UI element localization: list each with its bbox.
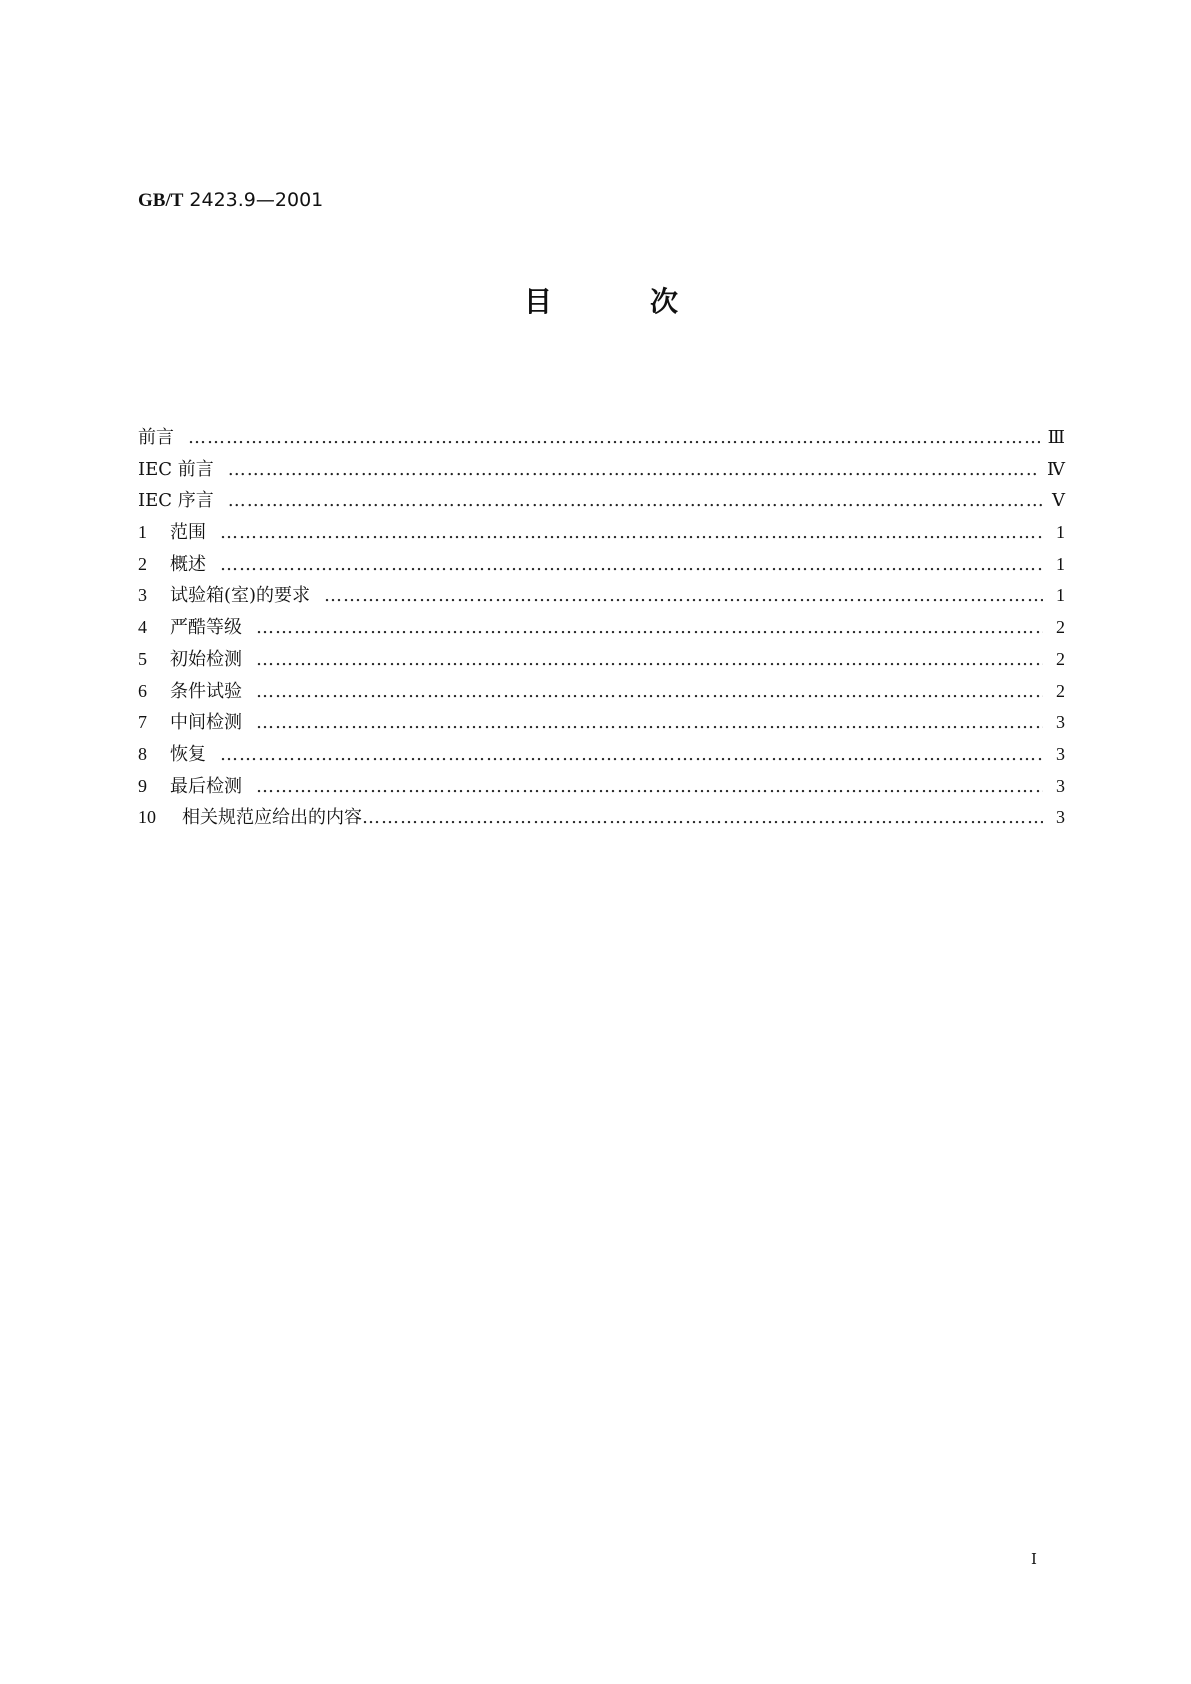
standard-number: 2423.9—2001 (189, 189, 324, 211)
toc-entry-foreword[interactable] (138, 426, 1065, 458)
toc-entry-label: 概述 (170, 553, 206, 575)
toc-entry-number: 4 (138, 617, 147, 638)
page-title (0, 282, 1191, 322)
toc-entry-label: 初始检测 (170, 648, 242, 670)
toc-dot-leader (256, 712, 1043, 734)
toc-dot-leader (228, 459, 1039, 481)
toc-entry-label: 最后检测 (170, 775, 242, 797)
toc-dot-leader (220, 522, 1043, 544)
toc-entry-number: 7 (138, 712, 147, 733)
toc-dot-leader (324, 585, 1043, 607)
toc-entry-number: 6 (138, 680, 147, 701)
toc-entry-9[interactable] (138, 775, 1065, 807)
toc-entry-page: 1 (1056, 585, 1065, 606)
toc-dot-leader (256, 776, 1043, 798)
toc-entry-10[interactable] (138, 806, 1065, 838)
toc-dot-leader (256, 617, 1043, 639)
toc-entry-8[interactable] (138, 743, 1065, 775)
toc-entry-label: 前言 (138, 427, 174, 448)
toc-entry-number: 2 (138, 553, 147, 574)
toc-entry-number: 5 (138, 648, 147, 669)
toc-dot-leader (188, 427, 1040, 449)
toc-entry-page: Ⅲ (1047, 427, 1065, 447)
toc-entry-number: 8 (138, 743, 147, 764)
toc-entry-label: 范围 (170, 522, 206, 544)
toc-dot-leader (228, 490, 1043, 512)
toc-entry-label: IEC 前言 (138, 458, 214, 480)
toc-entry-page: 3 (1056, 743, 1065, 764)
toc-entry-page: 3 (1056, 775, 1065, 796)
toc-entry-number: 1 (138, 522, 147, 543)
toc-entry-number: 10 (138, 807, 156, 828)
page-folio: Ⅰ (1031, 1552, 1037, 1568)
toc-entry-label: 中间检测 (170, 712, 242, 734)
toc-entry-label: IEC 序言 (138, 490, 214, 512)
toc-entry-2[interactable] (138, 553, 1065, 585)
toc-entry-page: 2 (1056, 648, 1065, 669)
toc-entry-page: 3 (1056, 712, 1065, 733)
toc-dot-leader (220, 744, 1043, 766)
toc-entry-page: Ⅴ (1052, 490, 1065, 511)
toc-dot-leader (220, 554, 1043, 576)
standard-code (138, 188, 323, 213)
toc-dot-leader (256, 649, 1043, 671)
table-of-contents (138, 426, 1065, 838)
toc-entry-number: 9 (138, 775, 147, 796)
page-title-char-2: 次 (650, 285, 679, 318)
toc-entry-5[interactable] (138, 648, 1065, 680)
toc-entry-label: 相关规范应给出的内容 (182, 807, 362, 829)
toc-entry-label: 条件试验 (170, 680, 242, 702)
toc-entry-iec-foreword[interactable] (138, 458, 1065, 490)
toc-entry-label: 试验箱(室)的要求 (170, 585, 311, 607)
toc-entry-label: 严酷等级 (170, 617, 242, 639)
toc-entry-1[interactable] (138, 521, 1065, 553)
toc-entry-7[interactable] (138, 711, 1065, 743)
standard-prefix: GB/T (138, 190, 184, 211)
toc-dot-leader (256, 681, 1043, 703)
page-title-char-1: 目 (524, 285, 553, 318)
toc-entry-number: 3 (138, 585, 147, 606)
toc-dot-leader (362, 807, 1043, 829)
toc-entry-page: 2 (1056, 680, 1065, 701)
toc-entry-4[interactable] (138, 616, 1065, 648)
toc-entry-6[interactable] (138, 680, 1065, 712)
toc-entry-3[interactable] (138, 584, 1065, 616)
toc-entry-page: 2 (1056, 617, 1065, 638)
toc-entry-iec-preface[interactable] (138, 489, 1065, 521)
toc-entry-label: 恢复 (170, 743, 206, 765)
toc-entry-page: 3 (1056, 807, 1065, 828)
toc-entry-page: 1 (1056, 553, 1065, 574)
toc-entry-page: 1 (1056, 522, 1065, 543)
toc-entry-page: Ⅳ (1047, 458, 1065, 479)
